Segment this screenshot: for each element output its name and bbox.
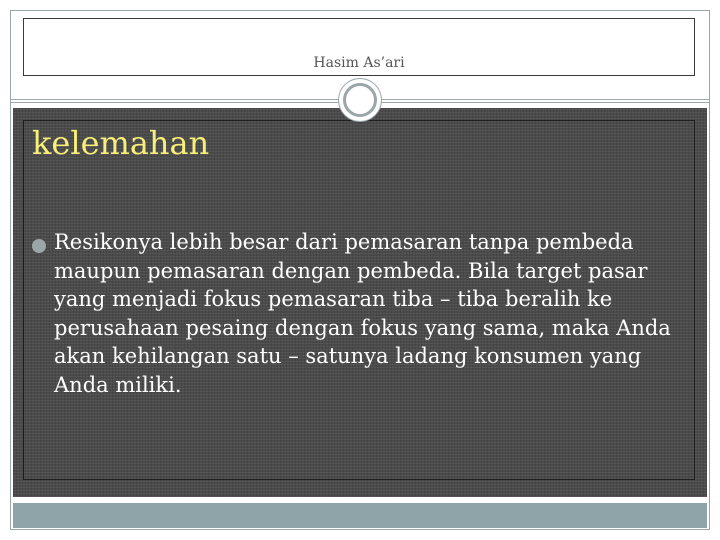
bullet-list xyxy=(32,228,687,399)
bullet-dot-icon xyxy=(32,239,46,253)
slide-title: kelemahan xyxy=(32,124,210,162)
bullet-item: Resikonya lebih besar dari pemasaran tanpa pembeda maupun pemasaran dengan pembeda. Bila target pasar yang menjadi fokus pemasaran tiba – tiba beralih ke perusahaan pesaing dengan fokus yang sama, maka Anda akan kehilangan satu – satunya ladang konsumen yang Anda miliki. xyxy=(54,230,671,397)
ring-ornament-inner-icon xyxy=(343,83,377,117)
header-box xyxy=(23,18,695,76)
footer-band xyxy=(13,503,707,528)
header-author: Hasim As’ari xyxy=(313,55,405,71)
